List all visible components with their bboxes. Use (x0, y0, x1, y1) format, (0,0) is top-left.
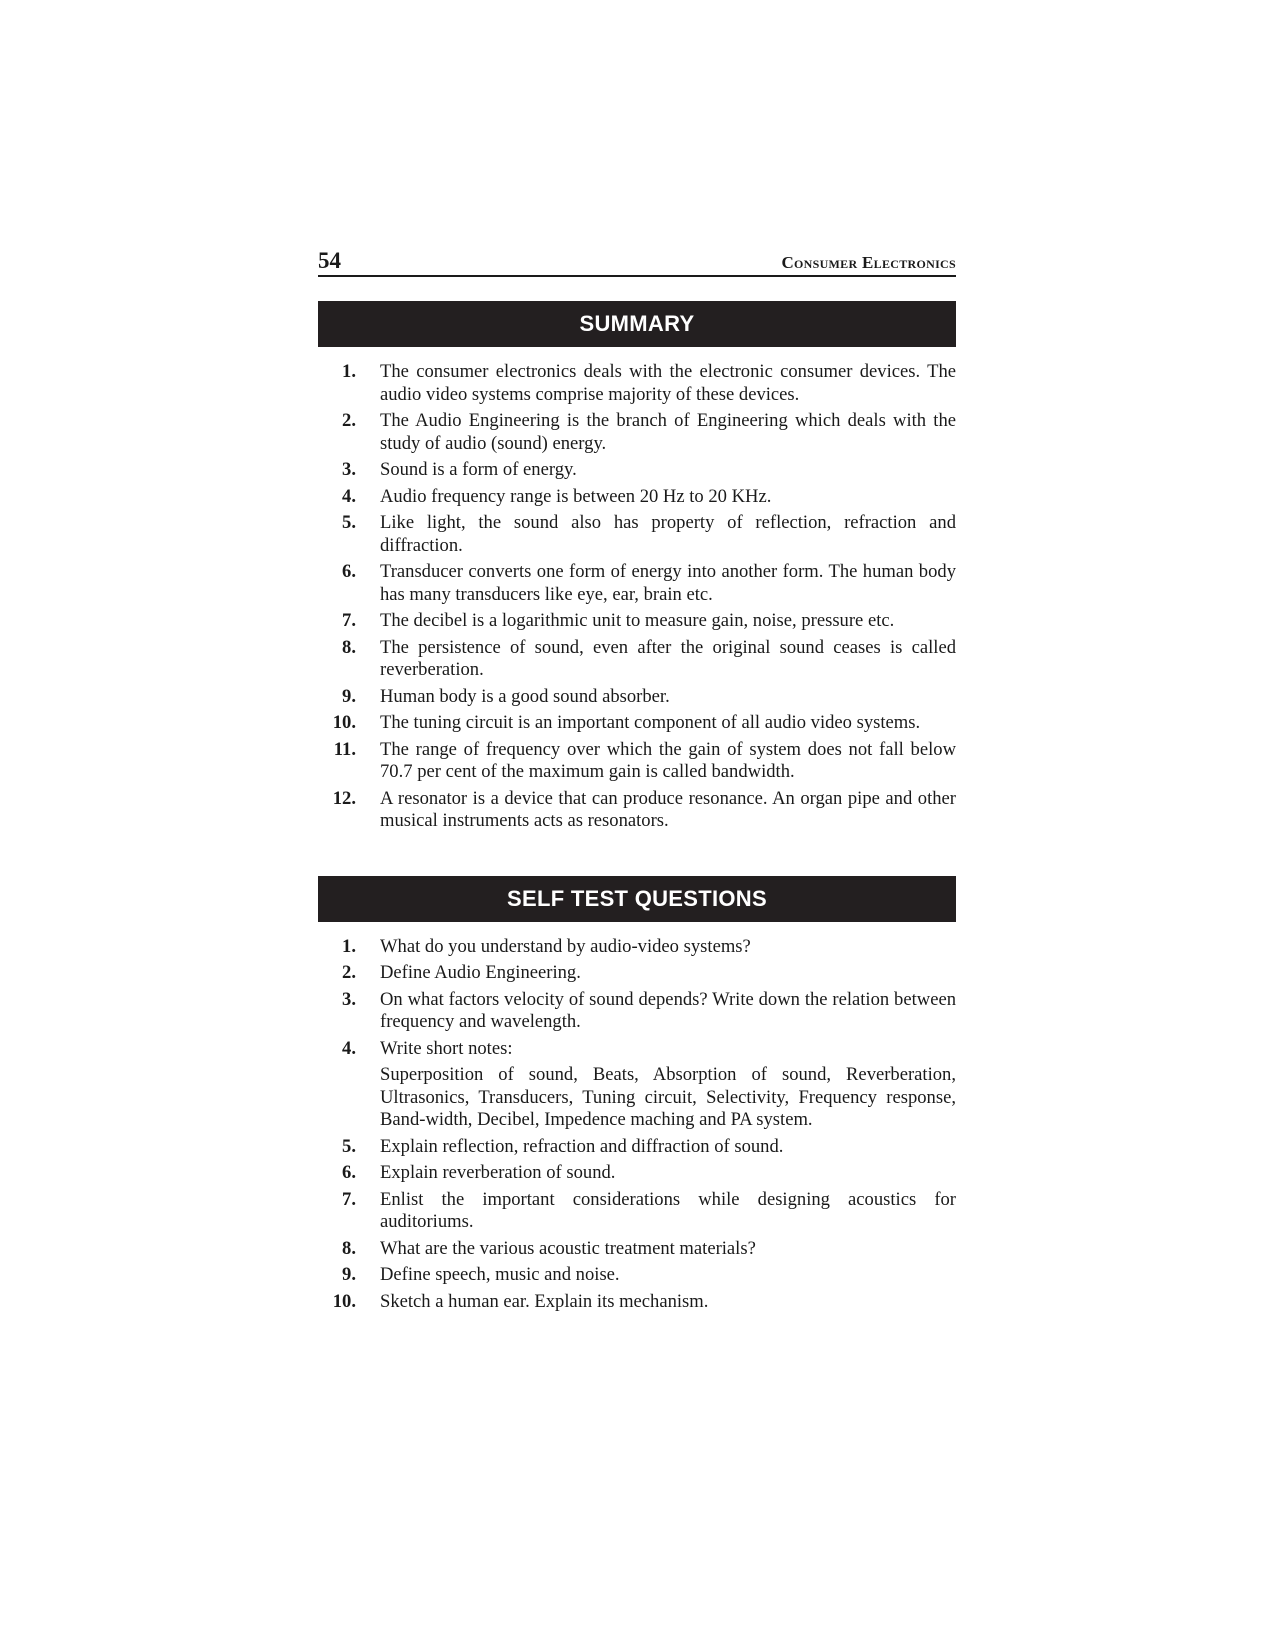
item-text: On what factors velocity of sound depends? Write down the relation between frequency and wavelength. (380, 988, 956, 1032)
item-text: A resonator is a device that can produce resonance. An organ pipe and other musical instruments acts as resonators. (380, 787, 956, 831)
item-number: 8. (342, 636, 356, 658)
summary-heading: SUMMARY (318, 301, 956, 347)
list-item (318, 610, 956, 633)
item-number: 4. (342, 1037, 356, 1059)
questions-list (318, 936, 956, 1314)
page-number: 54 (318, 248, 341, 273)
item-text: Explain reflection, refraction and diffraction of sound. (380, 1135, 784, 1157)
item-text: Define speech, music and noise. (380, 1264, 620, 1285)
item-number: 10. (332, 712, 356, 733)
item-number: 5. (342, 1135, 356, 1157)
item-number: 2. (342, 962, 356, 983)
running-title: Consumer Electronics (781, 253, 956, 272)
summary-list (318, 361, 956, 833)
list-item (318, 962, 956, 985)
item-text-group (380, 1038, 956, 1132)
list-item (318, 561, 956, 606)
list-item (318, 1238, 956, 1261)
item-number: 6. (342, 1162, 356, 1183)
list-item (318, 361, 956, 406)
item-number: 1. (342, 935, 356, 957)
item-text: Audio frequency range is between 20 Hz to 20 KHz. (380, 485, 772, 507)
item-text: Sound is a form of energy. (380, 459, 577, 480)
list-item (318, 1189, 956, 1234)
item-number: 8. (342, 1237, 356, 1259)
list-item (318, 459, 956, 482)
item-number: 2. (342, 410, 356, 431)
item-text: Write short notes: (380, 1037, 513, 1059)
list-item (318, 989, 956, 1034)
item-text: The consumer electronics deals with the electronic consumer devices. The audio video systems comprise majority of these devices. (380, 361, 956, 405)
item-number: 10. (332, 1290, 356, 1312)
running-header (318, 238, 956, 277)
item-number: 4. (342, 485, 356, 507)
list-item (318, 1162, 956, 1185)
item-text: Enlist the important considerations while designing acoustics for auditoriums. (380, 1188, 956, 1232)
item-number: 3. (342, 459, 356, 480)
item-text: The tuning circuit is an important component of all audio video systems. (380, 712, 921, 733)
item-text: Transducer converts one form of energy into another form. The human body has many transducers like eye, ear, brain etc. (380, 561, 956, 605)
item-text: Sketch a human ear. Explain its mechanism. (380, 1290, 709, 1312)
item-number: 3. (342, 988, 356, 1010)
list-item (318, 486, 956, 509)
item-number: 6. (342, 561, 356, 582)
item-text: Like light, the sound also has property of reflection, refraction and diffraction. (380, 512, 956, 556)
item-number: 9. (342, 685, 356, 707)
item-text: The Audio Engineering is the branch of Engineering which deals with the study of audio (sound) energy. (380, 410, 956, 454)
list-item (318, 1136, 956, 1159)
list-item (318, 1038, 956, 1132)
item-number: 11. (333, 738, 356, 760)
list-item (318, 739, 956, 784)
item-number: 7. (342, 610, 356, 631)
list-item (318, 686, 956, 709)
item-text: Human body is a good sound absorber. (380, 685, 670, 707)
item-text: What are the various acoustic treatment materials? (380, 1237, 756, 1259)
item-subtext: Superposition of sound, Beats, Absorption of sound, Reverberation, Ultrasonics, Transducers, Tuning circuit, Selectivity, Frequency response, Band-width, Decibel, Impedence maching and PA system. (380, 1064, 956, 1130)
self-test-heading: SELF TEST QUESTIONS (318, 876, 956, 922)
list-item (318, 410, 956, 455)
list-item (318, 788, 956, 833)
list-item (318, 712, 956, 735)
list-item (318, 512, 956, 557)
item-text: The range of frequency over which the gain of system does not fall below 70.7 per cent of the maximum gain is called bandwidth. (380, 738, 956, 782)
item-text: Explain reverberation of sound. (380, 1162, 616, 1183)
item-text: The persistence of sound, even after the original sound ceases is called reverberation. (380, 636, 956, 680)
list-item (318, 1264, 956, 1287)
item-number: 5. (342, 512, 356, 533)
item-text: The decibel is a logarithmic unit to measure gain, noise, pressure etc. (380, 610, 895, 631)
book-page (318, 238, 956, 1317)
item-number: 7. (342, 1188, 356, 1210)
list-item (318, 637, 956, 682)
item-text: Define Audio Engineering. (380, 962, 581, 983)
list-item (318, 1291, 956, 1314)
item-number: 9. (342, 1264, 356, 1285)
item-number: 1. (342, 361, 356, 382)
list-item (318, 936, 956, 959)
item-text: What do you understand by audio-video systems? (380, 935, 751, 957)
item-number: 12. (332, 787, 356, 809)
